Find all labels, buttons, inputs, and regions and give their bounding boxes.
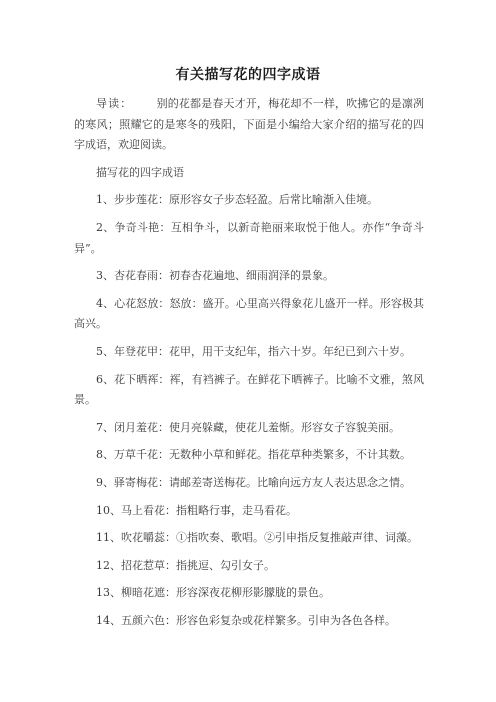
entry-3: 3、杏花春雨：初春杏花遍地、细雨润泽的景象。 [96,269,334,283]
entry-6: 6、花下晒裈：裈，有裆裤子。在鲜花下晒裤子。比喻不文雅，煞风景。 [74,372,424,407]
entry-4: 4、心花怒放：怒放：盛开。心里高兴得象花儿盛开一样。形容极其高兴。 [74,296,424,331]
entry-8: 8、万草千花：无数种小草和鲜花。指花草种类繁多，不计其数。 [96,448,411,462]
entry-5: 5、年登花甲：花甲，用干支纪年，指六十岁。年纪已到六十岁。 [96,344,411,358]
intro-label: 导读： [96,97,133,110]
section-heading: 描写花的四字成语 [96,165,184,179]
entry-11: 11、吹花嚼蕊：①指吹奏、歌唱。②引申指反复推敲声律、词藻。 [96,531,418,545]
entry-14: 14、五颜六色：形容色彩复杂或花样繁多。引申为各色各样。 [96,613,396,627]
entry-12: 12、招花惹草：指挑逗、勾引女子。 [96,558,275,572]
entry-7: 7、闭月羞花：使月亮躲藏，使花儿羞惭。形容女子容貌美丽。 [96,420,400,434]
entry-13: 13、柳暗花遮：形容深夜花柳形影朦胧的景色。 [96,586,330,600]
entry-10: 10、马上看花：指粗略行事，走马看花。 [96,503,297,517]
intro-paragraph [74,94,424,156]
entry-2: 2、争奇斗艳：互相争斗，以新奇艳丽来取悦于他人。亦作“争奇斗异”。 [74,220,424,255]
entry-1: 1、步步莲花：原形容女子步态轻盈。后常比喻渐入佳境。 [96,193,378,207]
document-body [74,94,424,638]
entry-9: 9、驿寄梅花：请邮差寄送梅花。比喻向远方友人表达思念之情。 [96,475,411,489]
document-title: 有关描写花的四字成语 [175,67,321,83]
intro-text: 别的花都是春天才开，梅花却不一样，吹拂它的是凛冽的寒风；照耀它的是寒冬的残阳，下面是小编给大家介绍的描写花的四字成语，欢迎阅读。 [74,97,425,152]
